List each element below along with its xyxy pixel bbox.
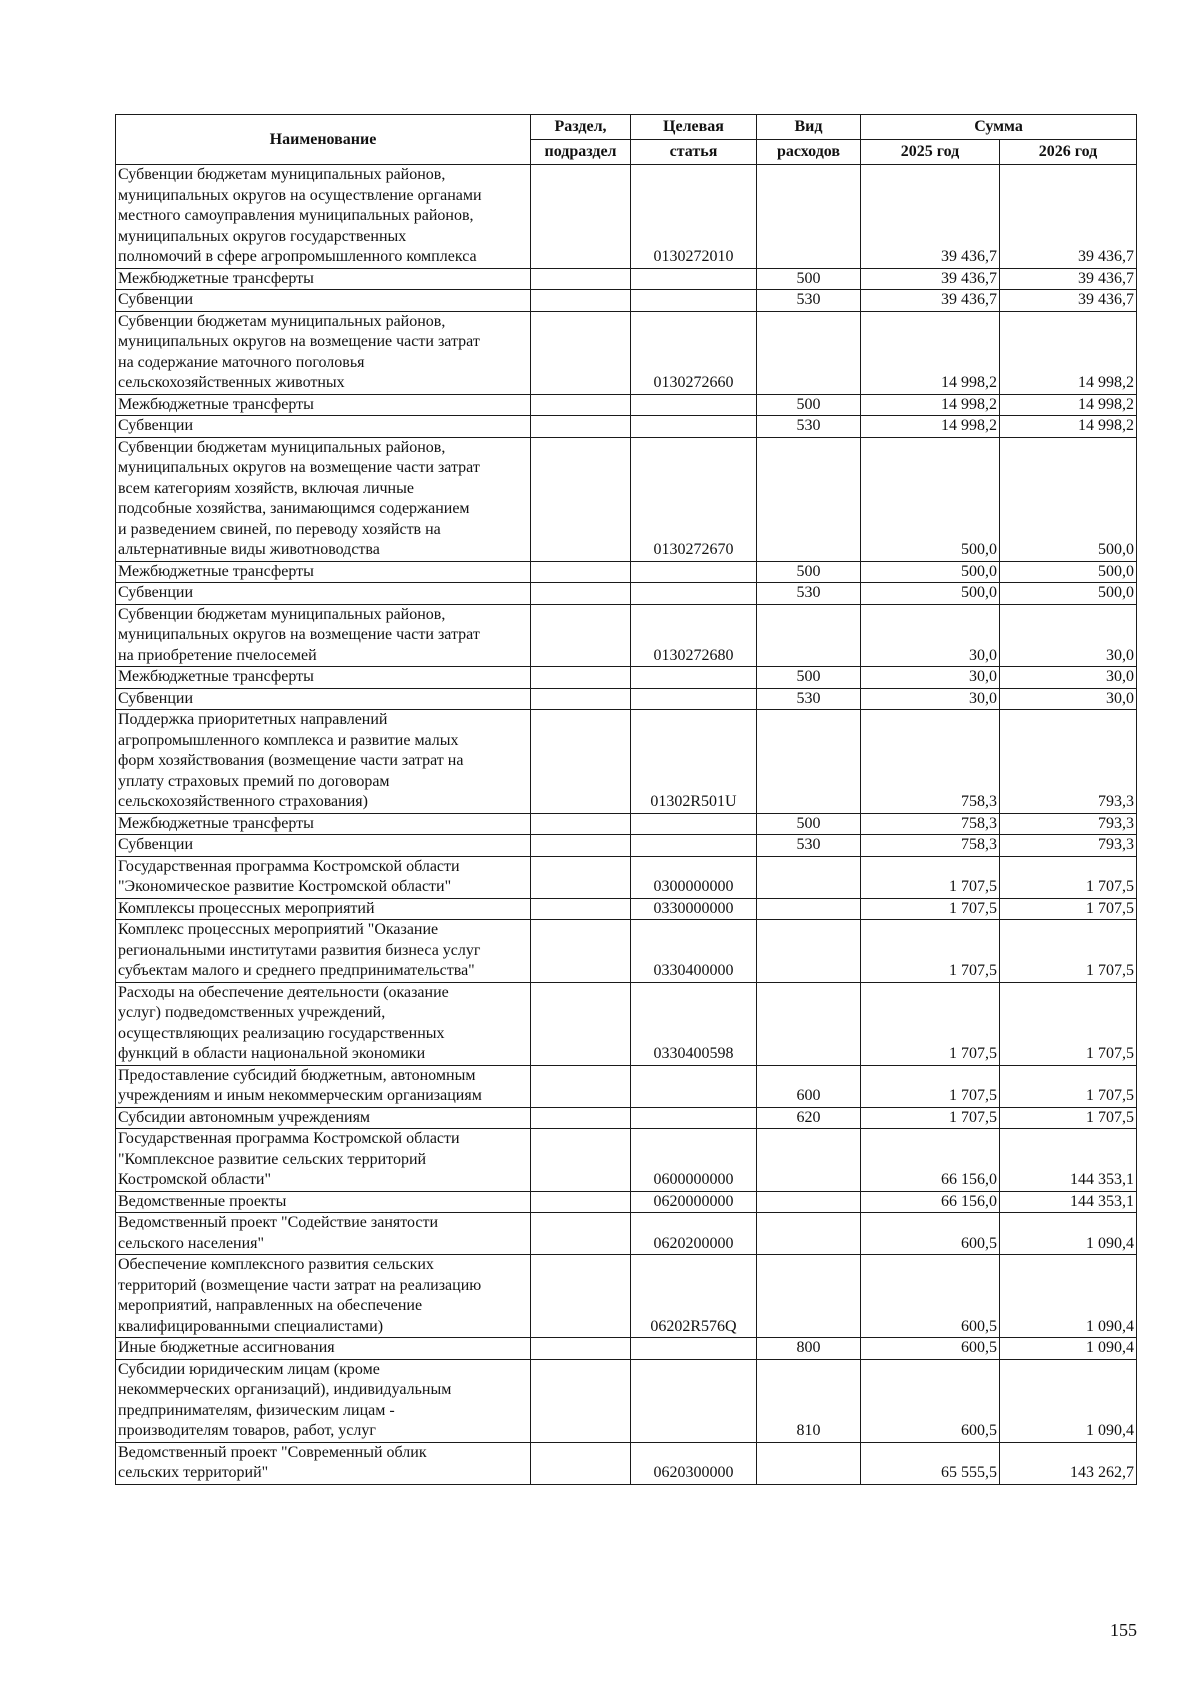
row-name-line: Государственная программа Костромской области bbox=[118, 1130, 460, 1147]
table-row bbox=[116, 813, 1137, 835]
row-name-line: Субвенции бюджетам муниципальных районов, bbox=[118, 312, 446, 330]
row-name-line: Субвенции bbox=[118, 417, 194, 434]
row-sum-2025: 600,5 bbox=[861, 1359, 1000, 1442]
row-section bbox=[531, 268, 631, 290]
row-sum-2025: 600,5 bbox=[861, 1213, 1000, 1255]
row-kind: 620 bbox=[757, 1107, 861, 1129]
row-section bbox=[531, 856, 631, 898]
row-section bbox=[531, 1442, 631, 1484]
row-name bbox=[116, 268, 531, 290]
table-row bbox=[116, 1359, 1137, 1442]
row-sum-2026: 30,0 bbox=[1000, 688, 1137, 710]
row-name-line: осуществляющих реализацию государственных bbox=[118, 1024, 445, 1042]
table-row bbox=[116, 710, 1137, 814]
row-sum-2025: 500,0 bbox=[861, 437, 1000, 561]
row-kind: 500 bbox=[757, 268, 861, 290]
row-name-line: Субвенции бюджетам муниципальных районов, bbox=[118, 605, 446, 623]
row-sum-2026: 1 707,5 bbox=[1000, 856, 1137, 898]
row-kind: 500 bbox=[757, 394, 861, 416]
row-name-line: некоммерческих организаций), индивидуальным bbox=[118, 1381, 452, 1398]
row-section bbox=[531, 667, 631, 689]
row-name bbox=[116, 561, 531, 583]
row-name-line: Межбюджетные трансферты bbox=[118, 814, 314, 832]
row-name-line: Субсидии автономным учреждениям bbox=[118, 1108, 371, 1126]
row-name bbox=[116, 583, 531, 605]
row-sum-2025: 500,0 bbox=[861, 583, 1000, 605]
row-name-line: субъектам малого и среднего предпринимательства" bbox=[118, 962, 475, 979]
row-section bbox=[531, 583, 631, 605]
budget-sheet bbox=[115, 114, 1136, 1485]
row-sum-2026: 39 436,7 bbox=[1000, 290, 1137, 312]
row-name bbox=[116, 667, 531, 689]
row-name-line: форм хозяйствования (возмещение части затрат на bbox=[118, 752, 464, 769]
row-sum-2026: 1 707,5 bbox=[1000, 1107, 1137, 1129]
row-target: 0130272680 bbox=[631, 604, 757, 667]
row-target bbox=[631, 1107, 757, 1129]
row-sum-2025: 758,3 bbox=[861, 710, 1000, 814]
row-target: 0620300000 bbox=[631, 1442, 757, 1484]
row-section bbox=[531, 710, 631, 814]
row-sum-2026: 1 707,5 bbox=[1000, 898, 1137, 920]
row-name-line: услуг) подведомственных учреждений, bbox=[118, 1004, 386, 1021]
row-name-line: территорий (возмещение части затрат на реализацию bbox=[118, 1276, 482, 1294]
row-kind: 530 bbox=[757, 583, 861, 605]
row-name-line: подсобные хозяйства, занимающимся содержанием bbox=[118, 500, 470, 517]
row-name-line: Иные бюджетные ассигнования bbox=[118, 1339, 335, 1356]
row-kind bbox=[757, 604, 861, 667]
row-target bbox=[631, 416, 757, 438]
row-name bbox=[116, 437, 531, 561]
row-name bbox=[116, 1338, 531, 1360]
header-section-line2: подраздел bbox=[531, 140, 631, 165]
row-name-line: агропромышленного комплекса и развитие малых bbox=[118, 731, 459, 749]
row-name-line: Поддержка приоритетных направлений bbox=[118, 711, 388, 728]
table-row bbox=[116, 1065, 1137, 1107]
row-name-line: Субвенции bbox=[118, 836, 194, 853]
row-sum-2025: 39 436,7 bbox=[861, 165, 1000, 269]
row-sum-2026: 1 707,5 bbox=[1000, 982, 1137, 1065]
row-kind bbox=[757, 1255, 861, 1338]
row-name-line: Субвенции bbox=[118, 291, 194, 308]
row-target bbox=[631, 394, 757, 416]
row-name-line: муниципальных округов на возмещение части затрат bbox=[118, 333, 480, 350]
row-name-line: муниципальных округов на возмещение части затрат bbox=[118, 626, 480, 643]
table-row bbox=[116, 604, 1137, 667]
row-kind: 530 bbox=[757, 835, 861, 857]
row-name bbox=[116, 1213, 531, 1255]
row-target bbox=[631, 583, 757, 605]
row-kind bbox=[757, 982, 861, 1065]
row-section bbox=[531, 982, 631, 1065]
row-sum-2026: 14 998,2 bbox=[1000, 394, 1137, 416]
row-sum-2025: 758,3 bbox=[861, 835, 1000, 857]
row-name-line: предпринимателям, физическим лицам - bbox=[118, 1401, 395, 1419]
row-target: 01302R501U bbox=[631, 710, 757, 814]
row-target bbox=[631, 290, 757, 312]
row-name bbox=[116, 1442, 531, 1484]
row-sum-2026: 1 090,4 bbox=[1000, 1255, 1137, 1338]
row-sum-2025: 500,0 bbox=[861, 561, 1000, 583]
row-name-line: Государственная программа Костромской области bbox=[118, 857, 460, 875]
row-name-line: сельских территорий" bbox=[118, 1464, 269, 1481]
row-name bbox=[116, 813, 531, 835]
table-row bbox=[116, 561, 1137, 583]
row-section bbox=[531, 1213, 631, 1255]
row-sum-2025: 600,5 bbox=[861, 1338, 1000, 1360]
row-name-line: на приобретение пчелосемей bbox=[118, 646, 317, 664]
row-name-line: Межбюджетные трансферты bbox=[118, 269, 314, 287]
row-target: 0300000000 bbox=[631, 856, 757, 898]
row-name-line: региональными институтами развития бизнеса услуг bbox=[118, 941, 481, 959]
row-name-line: Комплексы процессных мероприятий bbox=[118, 899, 375, 917]
row-kind: 810 bbox=[757, 1359, 861, 1442]
row-sum-2026: 500,0 bbox=[1000, 561, 1137, 583]
row-kind: 500 bbox=[757, 667, 861, 689]
row-name-line: квалифицированными специалистами) bbox=[118, 1317, 384, 1335]
row-name bbox=[116, 982, 531, 1065]
row-target bbox=[631, 835, 757, 857]
row-target: 0620200000 bbox=[631, 1213, 757, 1255]
row-kind: 500 bbox=[757, 813, 861, 835]
row-name bbox=[116, 835, 531, 857]
row-name-line: учреждениям и иным некоммерческим организациям bbox=[118, 1087, 482, 1104]
row-name-line: всем категориям хозяйств, включая личные bbox=[118, 479, 414, 497]
row-target: 0330400598 bbox=[631, 982, 757, 1065]
row-sum-2025: 1 707,5 bbox=[861, 1065, 1000, 1107]
row-sum-2026: 143 262,7 bbox=[1000, 1442, 1137, 1484]
row-name bbox=[116, 1107, 531, 1129]
row-name-line: Субвенции bbox=[118, 584, 194, 601]
row-name-line: муниципальных округов на осуществление органами bbox=[118, 186, 482, 204]
row-name-line: производителям товаров, работ, услуг bbox=[118, 1422, 376, 1439]
header-sum: Сумма bbox=[861, 115, 1137, 140]
row-section bbox=[531, 1359, 631, 1442]
row-section bbox=[531, 604, 631, 667]
row-kind: 600 bbox=[757, 1065, 861, 1107]
row-name bbox=[116, 856, 531, 898]
row-sum-2026: 14 998,2 bbox=[1000, 416, 1137, 438]
row-target bbox=[631, 813, 757, 835]
row-section bbox=[531, 813, 631, 835]
table-row bbox=[116, 898, 1137, 920]
row-name-line: Субсидии юридическим лицам (кроме bbox=[118, 1360, 380, 1378]
table-body bbox=[116, 165, 1137, 1485]
row-kind: 530 bbox=[757, 416, 861, 438]
table-row bbox=[116, 311, 1137, 394]
row-target bbox=[631, 1359, 757, 1442]
table-row bbox=[116, 667, 1137, 689]
row-name bbox=[116, 1255, 531, 1338]
row-name-line: Субвенции bbox=[118, 689, 194, 707]
table-row bbox=[116, 1255, 1137, 1338]
row-sum-2026: 500,0 bbox=[1000, 583, 1137, 605]
row-kind bbox=[757, 165, 861, 269]
row-sum-2025: 30,0 bbox=[861, 688, 1000, 710]
row-sum-2025: 14 998,2 bbox=[861, 311, 1000, 394]
row-name-line: Субвенции бюджетам муниципальных районов, bbox=[118, 438, 446, 456]
row-target: 0130272010 bbox=[631, 165, 757, 269]
row-sum-2026: 144 353,1 bbox=[1000, 1129, 1137, 1192]
row-kind bbox=[757, 1442, 861, 1484]
table-row bbox=[116, 835, 1137, 857]
header-kind-line2: расходов bbox=[757, 140, 861, 165]
row-sum-2025: 758,3 bbox=[861, 813, 1000, 835]
row-kind: 500 bbox=[757, 561, 861, 583]
row-name bbox=[116, 920, 531, 983]
row-target: 0130272660 bbox=[631, 311, 757, 394]
row-section bbox=[531, 920, 631, 983]
row-target bbox=[631, 1065, 757, 1107]
row-section bbox=[531, 561, 631, 583]
row-name bbox=[116, 416, 531, 438]
row-kind bbox=[757, 898, 861, 920]
row-name-line: Межбюджетные трансферты bbox=[118, 562, 314, 580]
header-kind-line1: Вид bbox=[757, 115, 861, 140]
row-name-line: Ведомственный проект "Содействие занятости bbox=[118, 1214, 439, 1231]
row-sum-2026: 144 353,1 bbox=[1000, 1191, 1137, 1213]
row-sum-2026: 1 707,5 bbox=[1000, 920, 1137, 983]
row-sum-2026: 39 436,7 bbox=[1000, 165, 1137, 269]
row-name-line: Костромской области" bbox=[118, 1171, 272, 1188]
table-row bbox=[116, 268, 1137, 290]
row-sum-2025: 66 156,0 bbox=[861, 1191, 1000, 1213]
row-name-line: функций в области национальной экономики bbox=[118, 1045, 426, 1062]
row-sum-2026: 1 090,4 bbox=[1000, 1359, 1137, 1442]
row-name-line: сельскохозяйственного страхования) bbox=[118, 793, 368, 810]
row-name-line: Субвенции бюджетам муниципальных районов, bbox=[118, 166, 446, 183]
row-sum-2026: 14 998,2 bbox=[1000, 311, 1137, 394]
table-header bbox=[116, 115, 1137, 165]
row-section bbox=[531, 394, 631, 416]
row-name-line: альтернативные виды животноводства bbox=[118, 541, 380, 558]
budget-table bbox=[115, 114, 1137, 1485]
row-target: 0130272670 bbox=[631, 437, 757, 561]
table-row bbox=[116, 1107, 1137, 1129]
row-name-line: Ведомственный проект "Современный облик bbox=[118, 1443, 427, 1461]
row-section bbox=[531, 1065, 631, 1107]
row-sum-2025: 39 436,7 bbox=[861, 290, 1000, 312]
row-target: 0600000000 bbox=[631, 1129, 757, 1192]
row-target bbox=[631, 268, 757, 290]
row-kind bbox=[757, 856, 861, 898]
row-kind bbox=[757, 1129, 861, 1192]
row-name-line: Межбюджетные трансферты bbox=[118, 395, 314, 413]
row-target: 0330400000 bbox=[631, 920, 757, 983]
row-name-line: сельского населения" bbox=[118, 1234, 265, 1252]
row-name-line: Комплекс процессных мероприятий "Оказание bbox=[118, 921, 439, 938]
row-name bbox=[116, 604, 531, 667]
row-sum-2025: 1 707,5 bbox=[861, 920, 1000, 983]
row-kind: 530 bbox=[757, 290, 861, 312]
row-sum-2026: 30,0 bbox=[1000, 667, 1137, 689]
row-sum-2025: 39 436,7 bbox=[861, 268, 1000, 290]
row-sum-2025: 1 707,5 bbox=[861, 982, 1000, 1065]
row-name-line: Предоставление субсидий бюджетным, автономным bbox=[118, 1066, 476, 1084]
header-year-2025: 2025 год bbox=[861, 140, 1000, 165]
row-name-line: уплату страховых премий по договорам bbox=[118, 772, 390, 790]
row-kind: 530 bbox=[757, 688, 861, 710]
row-name-line: Расходы на обеспечение деятельности (оказание bbox=[118, 983, 449, 1001]
row-sum-2026: 793,3 bbox=[1000, 710, 1137, 814]
row-name-line: муниципальных округов на возмещение части затрат bbox=[118, 459, 480, 476]
row-target bbox=[631, 688, 757, 710]
table-row bbox=[116, 1338, 1137, 1360]
row-sum-2025: 14 998,2 bbox=[861, 416, 1000, 438]
page-number: 155 bbox=[1110, 1620, 1137, 1640]
row-sum-2025: 600,5 bbox=[861, 1255, 1000, 1338]
row-name bbox=[116, 290, 531, 312]
row-kind bbox=[757, 710, 861, 814]
header-target-line2: статья bbox=[631, 140, 757, 165]
table-row bbox=[116, 856, 1137, 898]
table-row bbox=[116, 688, 1137, 710]
row-kind bbox=[757, 920, 861, 983]
table-row bbox=[116, 1129, 1137, 1192]
header-year-2026: 2026 год bbox=[1000, 140, 1137, 165]
row-section bbox=[531, 290, 631, 312]
row-name-line: на содержание маточного поголовья bbox=[118, 353, 365, 371]
table-row bbox=[116, 437, 1137, 561]
table-row bbox=[116, 1213, 1137, 1255]
row-kind bbox=[757, 1191, 861, 1213]
table-row bbox=[116, 1191, 1137, 1213]
row-sum-2026: 1 090,4 bbox=[1000, 1338, 1137, 1360]
row-section bbox=[531, 1255, 631, 1338]
row-section bbox=[531, 835, 631, 857]
row-sum-2026: 1 707,5 bbox=[1000, 1065, 1137, 1107]
header-section-line1: Раздел, bbox=[531, 115, 631, 140]
row-target: 06202R576Q bbox=[631, 1255, 757, 1338]
row-name bbox=[116, 898, 531, 920]
row-name bbox=[116, 710, 531, 814]
row-sum-2025: 65 555,5 bbox=[861, 1442, 1000, 1484]
row-sum-2025: 30,0 bbox=[861, 604, 1000, 667]
row-target bbox=[631, 667, 757, 689]
row-target bbox=[631, 561, 757, 583]
row-sum-2026: 793,3 bbox=[1000, 835, 1137, 857]
row-kind: 800 bbox=[757, 1338, 861, 1360]
row-sum-2025: 30,0 bbox=[861, 667, 1000, 689]
row-name-line: мероприятий, направленных на обеспечение bbox=[118, 1297, 423, 1314]
row-target: 0620000000 bbox=[631, 1191, 757, 1213]
row-section bbox=[531, 311, 631, 394]
row-name-line: "Экономическое развитие Костромской области" bbox=[118, 878, 452, 895]
row-sum-2025: 1 707,5 bbox=[861, 856, 1000, 898]
row-name-line: местного самоуправления муниципальных районов, bbox=[118, 207, 474, 224]
row-section bbox=[531, 1338, 631, 1360]
row-section bbox=[531, 437, 631, 561]
row-section bbox=[531, 416, 631, 438]
table-row bbox=[116, 394, 1137, 416]
row-sum-2025: 66 156,0 bbox=[861, 1129, 1000, 1192]
table-row bbox=[116, 583, 1137, 605]
row-name-line: Ведомственные проекты bbox=[118, 1192, 287, 1210]
row-name bbox=[116, 1129, 531, 1192]
table-row bbox=[116, 1442, 1137, 1484]
row-sum-2026: 30,0 bbox=[1000, 604, 1137, 667]
row-name-line: "Комплексное развитие сельских территорий bbox=[118, 1150, 427, 1168]
row-kind bbox=[757, 1213, 861, 1255]
row-sum-2026: 793,3 bbox=[1000, 813, 1137, 835]
table-row bbox=[116, 165, 1137, 269]
row-name-line: Межбюджетные трансферты bbox=[118, 668, 314, 685]
row-name bbox=[116, 1191, 531, 1213]
row-sum-2025: 14 998,2 bbox=[861, 394, 1000, 416]
table-row bbox=[116, 982, 1137, 1065]
row-name bbox=[116, 1359, 531, 1442]
row-kind bbox=[757, 437, 861, 561]
row-section bbox=[531, 898, 631, 920]
row-name-line: Обеспечение комплексного развития сельских bbox=[118, 1256, 434, 1273]
row-target: 0330000000 bbox=[631, 898, 757, 920]
row-name-line: и разведением свиней, по переводу хозяйств на bbox=[118, 520, 441, 538]
row-kind bbox=[757, 311, 861, 394]
table-row bbox=[116, 416, 1137, 438]
row-section bbox=[531, 1191, 631, 1213]
row-name-line: полномочий в сфере агропромышленного комплекса bbox=[118, 248, 477, 265]
header-name: Наименование bbox=[116, 115, 531, 165]
row-name-line: сельскохозяйственных животных bbox=[118, 374, 345, 391]
row-target bbox=[631, 1338, 757, 1360]
row-section bbox=[531, 165, 631, 269]
row-name bbox=[116, 165, 531, 269]
table-row bbox=[116, 920, 1137, 983]
row-section bbox=[531, 1107, 631, 1129]
row-name bbox=[116, 1065, 531, 1107]
row-section bbox=[531, 688, 631, 710]
row-section bbox=[531, 1129, 631, 1192]
row-name bbox=[116, 311, 531, 394]
row-name-line: муниципальных округов государственных bbox=[118, 227, 407, 245]
header-target-line1: Целевая bbox=[631, 115, 757, 140]
row-sum-2025: 1 707,5 bbox=[861, 898, 1000, 920]
row-sum-2026: 500,0 bbox=[1000, 437, 1137, 561]
row-sum-2026: 1 090,4 bbox=[1000, 1213, 1137, 1255]
table-row bbox=[116, 290, 1137, 312]
row-name bbox=[116, 688, 531, 710]
row-name bbox=[116, 394, 531, 416]
row-sum-2025: 1 707,5 bbox=[861, 1107, 1000, 1129]
row-sum-2026: 39 436,7 bbox=[1000, 268, 1137, 290]
